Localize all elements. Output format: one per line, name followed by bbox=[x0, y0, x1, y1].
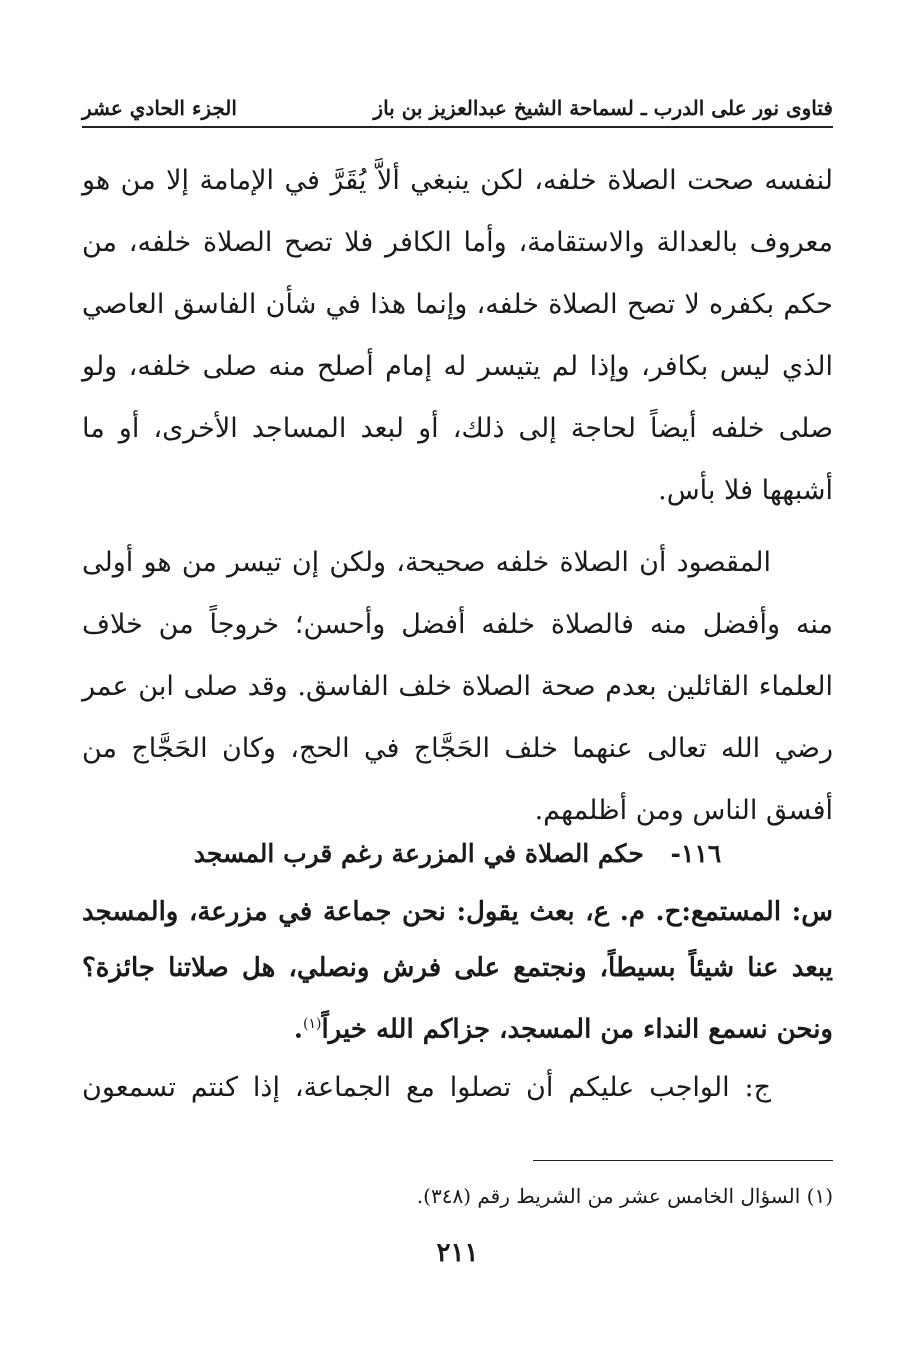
paragraph-2: المقصود أن الصلاة خلفه صحيحة، ولكن إن تيسر من هو أولى منه وأفضل منه فالصلاة خلفه أفضل وأحسن؛ خروجاً من خلاف العلماء القائلين بعدم صحة الصلاة خلف الفاسق. وقد صلى ابن عمر رضي الله تعالى عنهما خلف الحَجَّاج في الحج، وكان الحَجَّاج من أفسق الناس ومن أظلمهم. bbox=[82, 547, 833, 826]
question-end: . bbox=[293, 1014, 303, 1045]
volume-label: الجزء الحادي عشر bbox=[82, 96, 237, 120]
section-number: ١١٦- bbox=[670, 839, 722, 868]
answer-text: ج: الواجب عليكم أن تصلوا مع الجماعة، إذا كنتم تسمعون bbox=[82, 1072, 771, 1103]
body-text bbox=[82, 150, 833, 842]
footnote-text: (١) السؤال الخامس عشر من الشريط رقم (٣٤٨). bbox=[416, 1184, 833, 1208]
footnote-reference[interactable]: (١) bbox=[302, 1016, 322, 1032]
page-number: ٢١١ bbox=[436, 1238, 479, 1268]
footnote bbox=[82, 1180, 833, 1212]
footnote-divider bbox=[533, 1160, 833, 1161]
book-title: فتاوى نور على الدرب ـ لسماحة الشيخ عبدالعزيز بن باز bbox=[373, 96, 833, 120]
question-block bbox=[82, 884, 833, 1058]
answer-block bbox=[82, 1060, 833, 1116]
section-title: حكم الصلاة في المزرعة رغم قرب المسجد bbox=[193, 839, 644, 868]
section-heading bbox=[82, 832, 833, 876]
paragraph-1: لنفسه صحت الصلاة خلفه، لكن ينبغي ألاَّ يُقَرَّ في الإمامة إلا من هو معروف بالعدالة والاستقامة، وأما الكافر فلا تصح الصلاة خلفه، من حكم بكفره لا تصح الصلاة خلفه، وإنما هذا في شأن الفاسق العاصي الذي ليس بكافر، وإذا لم يتيسر له إمام أصلح منه صلى خلفه، ولو صلى خلفه أيضاً لحاجة إلى ذلك، أو لبعد المساجد الأخرى، أو ما أشبهها فلا بأس. bbox=[82, 165, 833, 506]
running-header bbox=[82, 90, 833, 128]
question-text: س: المستمع:ح. م. ع، بعث يقول: نحن جماعة في مزرعة، والمسجد يبعد عنا شيئاً بسيطاً، ونجتمع على فرش ونصلي، هل صلاتنا جائزة؟ ونحن نسمع النداء من المسجد، جزاكم الله خيراً bbox=[82, 897, 833, 1045]
